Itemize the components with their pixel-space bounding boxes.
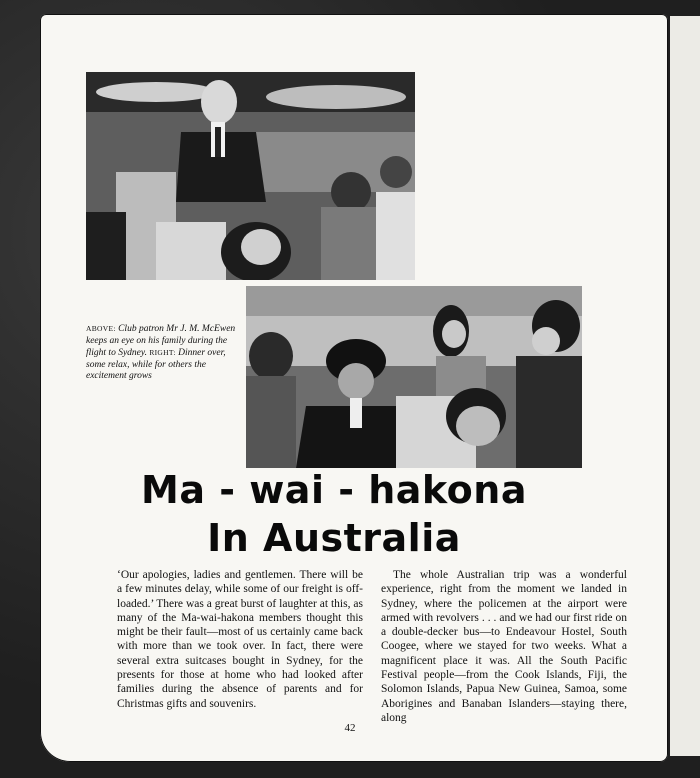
caption-tag-right: RIGHT: bbox=[149, 348, 176, 357]
page-number: 42 bbox=[344, 722, 356, 734]
photo-passengers-relaxing bbox=[246, 286, 582, 468]
headline-line-1: Ma - wai - hakona bbox=[141, 468, 527, 512]
caption-text-above: Club patron Mr J. M. McEwen keeps an eye on his family during the flight to Sydney. bbox=[86, 324, 236, 358]
facing-page-edge bbox=[670, 16, 700, 756]
caption-text-right: Dinner over, some relax, while for others the excitement grows bbox=[86, 348, 226, 381]
headline-line-2: In Australia bbox=[207, 516, 461, 560]
photo-airplane-cabin-patron bbox=[86, 72, 415, 280]
caption-tag-above: ABOVE: bbox=[86, 324, 116, 333]
photo-caption bbox=[86, 323, 238, 383]
article-column-2: The whole Australian trip was a wonderful experience, right from the moment we landed in Sydney, where the policemen at the airport were armed with revolvers . . . and we had our first ride on a double-decker bus—to Endeavour Hostel, South Coogee, where we stayed for two weeks. What a magnificent place it was. All the South Pacific Festival people—from the Cook Islands, Fiji, the Solomon Islands, Papua New Guinea, Samoa, some Aborigines and Banaban Islanders—staying there, along bbox=[381, 569, 627, 724]
article-column-1: ‘Our apologies, ladies and gentlemen. There will be a few minutes delay, while some of our freight is off-loaded.’ There was a great burst of laughter at this, as many of the Ma-wai-hakona members thought this might be their fault—most of us certainly came back with more than we took over. In fact, there were several extra suitcases bought in Sydney, for the presents for those at home who had looked after families during the absence of parents and for Christmas gifts and souvenirs. bbox=[117, 569, 363, 710]
